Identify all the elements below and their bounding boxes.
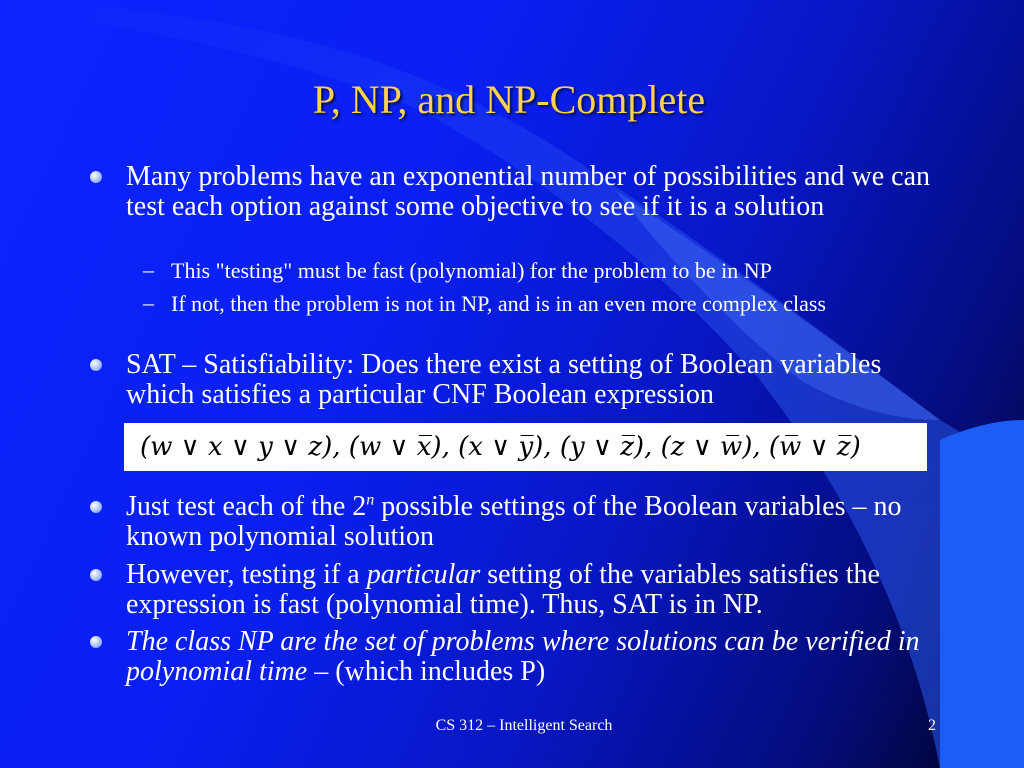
bullet-text-part: However, testing if a: [126, 559, 367, 590]
dash-icon: –: [143, 257, 154, 282]
bullet-dot-icon: [90, 501, 102, 513]
bullet-text: SAT – Satisfiability: Does there exist a setting of Boolean variables which satisfies a particular CNF Boolean expression: [126, 349, 882, 410]
sub-bullet-item: [143, 290, 931, 317]
exponent: n: [366, 491, 375, 509]
slide-footer: CS 312 – Intelligent Search: [435, 717, 613, 734]
dash-icon: –: [143, 290, 154, 315]
bullet-dot-icon: [90, 359, 102, 371]
bullet-item: [126, 492, 936, 552]
bullet-item: [126, 627, 926, 687]
bullet-text: Many problems have an exponential number of possibilities and we can test each option against some objective to see if it is a solution: [126, 161, 931, 222]
sub-bullet-item: [143, 257, 931, 284]
bullet-text-italic: The class NP are the set of problems where solutions can be verified in polynomial time: [126, 626, 920, 687]
bullet-dot-icon: [90, 569, 102, 581]
bullet-text-part: – (which includes P): [307, 656, 546, 687]
bullet-text-part: Just test each of the 2: [126, 491, 367, 522]
slide-title: P, NP, and NP-Complete: [312, 77, 706, 122]
bullet-item: [126, 162, 936, 222]
bullet-text-part: possible settings of the Boolean variables – no known polynomial solution: [126, 491, 902, 552]
bullet-dot-icon: [90, 636, 102, 648]
sub-bullet-text: If not, then the problem is not in NP, and is in an even more complex class: [171, 291, 826, 316]
bullet-text-part: setting of the variables satisfies the expression is fast (polynomial time). Thus, SAT is in NP.: [126, 559, 880, 620]
page-number: 2: [928, 717, 936, 734]
bullet-item: [126, 560, 936, 620]
cnf-formula-image: (w ∨ x ∨ y ∨ z), (w ∨ x̅), (x ∨ y̅), (y ∨ z̅), (z ∨ w̅), (w̅ ∨ z̅): [124, 423, 927, 471]
bullet-dot-icon: [90, 171, 102, 183]
bullet-item: [126, 350, 936, 410]
bullet-text-italic: particular: [366, 559, 481, 590]
sub-bullet-text: This "testing" must be fast (polynomial) for the problem to be in NP: [171, 258, 772, 283]
